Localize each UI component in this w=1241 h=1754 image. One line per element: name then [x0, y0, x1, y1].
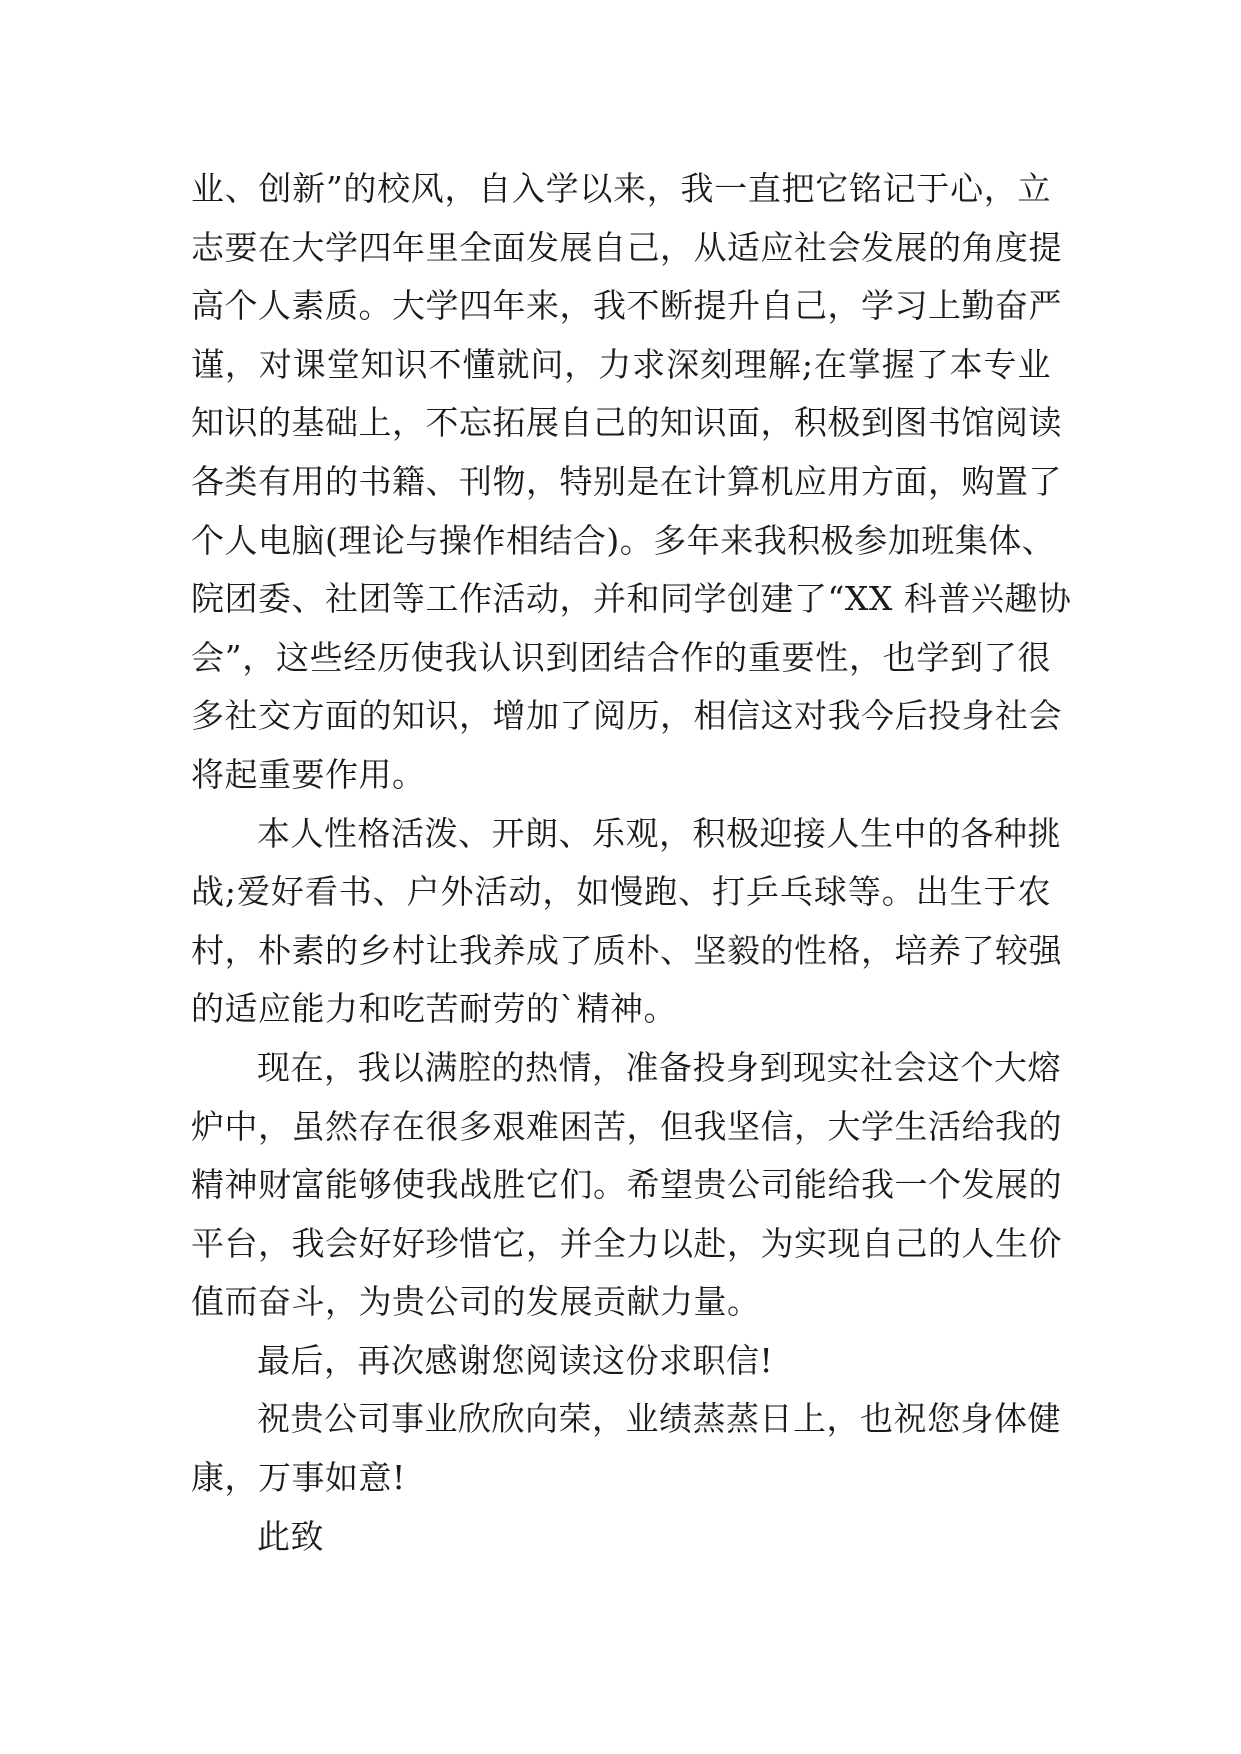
text-line: 村，朴素的乡村让我养成了质朴、坚毅的性格，培养了较强: [191, 930, 1062, 970]
text-line: 的适应能力和吃苦耐劳的`精神。: [191, 989, 677, 1029]
text-line: 各类有用的书籍、刊物，特别是在计算机应用方面，购置了: [191, 461, 1062, 501]
text-line: 战;爱好看书、户外活动，如慢跑、打乒乓球等。出生于农: [191, 872, 1051, 912]
paragraph-start-line: 本人性格活泼、开朗、乐观，积极迎接人生中的各种挑: [257, 813, 1061, 853]
text-line: 炉中，虽然存在很多艰难困苦，但我坚信，大学生活给我的: [191, 1106, 1062, 1146]
text-line: 志要在大学四年里全面发展自己，从适应社会发展的角度提: [191, 227, 1062, 267]
text-line: 院团委、社团等工作活动，并和同学创建了“XX 科普兴趣协: [191, 579, 1072, 619]
text-line: 康，万事如意!: [191, 1458, 406, 1498]
text-line: 平台，我会好好珍惜它，并全力以赴，为实现自己的人生价: [191, 1223, 1062, 1263]
paragraph-start-line: 现在，我以满腔的热情，准备投身到现实社会这个大熔: [257, 1047, 1061, 1087]
paragraph-start-line: 祝贵公司事业欣欣向荣，业绩蒸蒸日上，也祝您身体健: [257, 1399, 1061, 1439]
text-line: 会”，这些经历使我认识到团结合作的重要性，也学到了很: [191, 637, 1051, 677]
text-line: 精神财富能够使我战胜它们。希望贵公司能给我一个发展的: [191, 1165, 1062, 1205]
letter-body: [191, 160, 1072, 1566]
text-line: 将起重要作用。: [191, 754, 426, 794]
paragraph-start-line: 最后，再次感谢您阅读这份求职信!: [257, 1340, 774, 1380]
text-line: 知识的基础上，不忘拓展自己的知识面，积极到图书馆阅读: [191, 403, 1062, 443]
text-line: 多社交方面的知识，增加了阅历，相信这对我今后投身社会: [191, 696, 1062, 736]
text-line: 谨，对课堂知识不懂就问，力求深刻理解;在掌握了本专业: [191, 344, 1051, 384]
closing-salutation: 此致: [257, 1516, 324, 1556]
text-line: 业、创新”的校风，自入学以来，我一直把它铭记于心，立: [191, 169, 1051, 208]
text-line: 个人电脑(理论与操作相结合)。多年来我积极参加班集体、: [191, 520, 1056, 560]
text-line: 值而奋斗，为贵公司的发展贡献力量。: [191, 1282, 761, 1322]
text-line: 高个人素质。大学四年来，我不断提升自己，学习上勤奋严: [191, 286, 1062, 326]
